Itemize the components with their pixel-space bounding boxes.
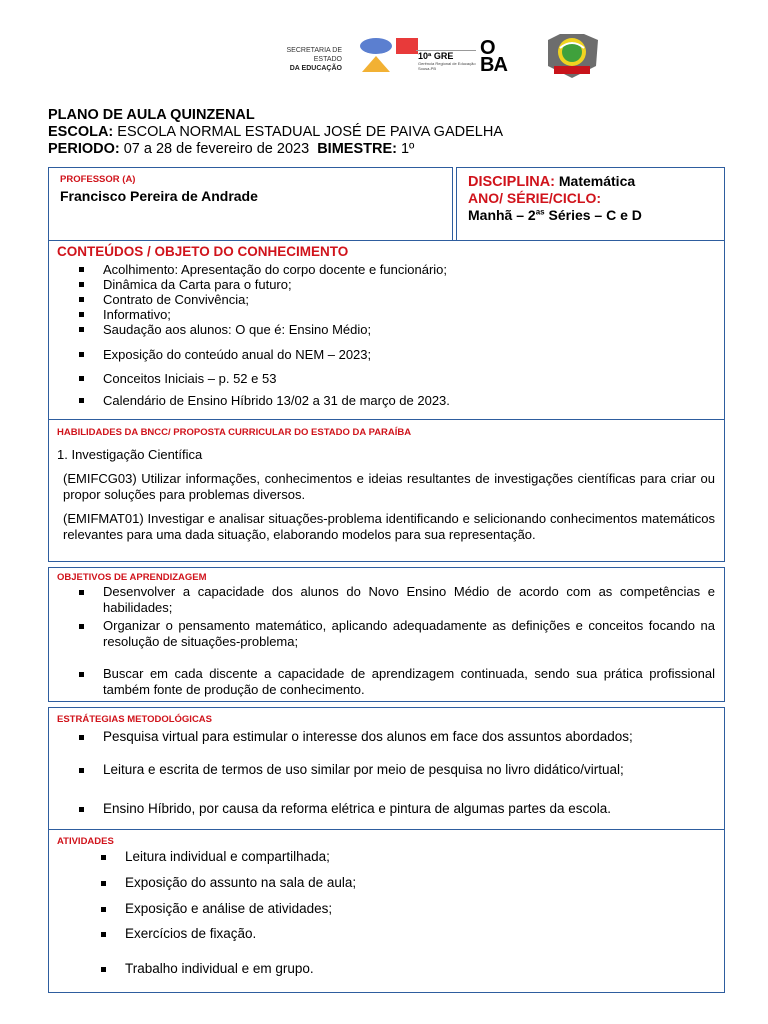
escola-label: ESCOLA: [48,124,114,140]
list-item: Exposição e análise de atividades; [101,901,701,926]
bimestre-value: 1º [396,141,415,157]
professor-name: Francisco Pereira de Andrade [60,188,258,204]
list-item: Exercícios de fixação. [101,926,701,961]
list-item: Leitura e escrita de termos de uso similar por meio de pesquisa no livro didático/virtual; [79,762,719,801]
secretaria-logo-text [262,46,342,73]
disciplina-line [468,173,635,191]
objetivos-box [48,567,725,702]
ano-serie-label: ANO/ SÉRIE/CICLO: [468,190,602,206]
objetivos-list [79,584,715,698]
atividades-heading: ATIVIDADES [57,836,114,847]
list-item: Saudação aos alunos: O que é: Ensino Médio; [79,322,699,347]
list-item: Conceitos Iniciais – p. 52 e 53 [79,371,699,393]
list-item: Pesquisa virtual para estimular o interesse dos alunos em face dos assuntos abordados; [79,729,719,762]
turno-series: Manhã – $2^{as}$ Séries – C e D [468,207,642,223]
list-item: Contrato de Convivência; [79,292,699,307]
escola-value: ESCOLA NORMAL ESTADUAL JOSÉ DE PAIVA GADELHA [113,124,503,140]
list-item: Informativo; [79,307,699,322]
periodo-value: 07 a 28 de fevereiro de 2023 [119,141,310,157]
periodo-label: PERIODO: [48,141,120,157]
periodo-line [48,141,414,158]
atividades-box [48,829,725,993]
habilidades-paragraph-2: (EMIFMAT01) Investigar e analisar situações-problema identificando e selicionando conhecimentos matemáticos relevantes para uma dada situação, elaborando modelos para sua representação. [63,511,715,542]
secretaria-line2: DA EDUCAÇÃO [289,65,342,72]
habilidades-heading: HABILIDADES DA BNCC/ PROPOSTA CURRICULAR DO ESTADO DA PARAÍBA [57,427,412,438]
atividades-list [101,849,701,977]
municipal-crest-icon [540,30,604,80]
list-item: Leitura individual e compartilhada; [101,849,701,875]
list-item: Buscar em cada discente a capacidade de aprendizagem continuada, sendo sua prática profissional também fonte de produção de conhecimento. [79,666,715,698]
escola-line [48,124,503,141]
list-item: Desenvolver a capacidade dos alunos do Novo Ensino Médio de acordo com as competências e habilidades; [79,584,715,618]
objetivos-heading: OBJETIVOS DE APRENDIZAGEM [57,572,207,583]
list-item: Dinâmica da Carta para o futuro; [79,277,699,292]
list-item: Exposição do assunto na sala de aula; [101,875,701,901]
conteudos-list [79,262,699,409]
gre-subtitle: Gerência Regional de Educação Sousa-PB [418,61,476,71]
cropped-logo-fragment: O BA [480,37,507,76]
conteudos-heading: CONTEÚDOS / OBJETO DO CONHECIMENTO [57,244,349,259]
estrategias-box [48,707,725,830]
habilidades-subtitle: 1. Investigação Científica [57,447,203,462]
list-item: Acolhimento: Apresentação do corpo docente e funcionário; [79,262,699,277]
estrategias-heading: ESTRÁTEGIAS METODOLÓGICAS [57,714,213,725]
habilidades-paragraph-1: (EMIFCG03) Utilizar informações, conhecimentos e ideias resultantes de investigações científicas para criar ou propor soluções para problemas diversos. [63,471,715,502]
gre-label: 10ª GRE [418,51,454,61]
habilidades-box [48,419,725,562]
list-item: Exposição do conteúdo anual do NEM – 2023; [79,347,699,371]
professor-label: PROFESSOR (A) [60,174,136,185]
bimestre-label: BIMESTRE: [317,141,397,157]
disciplina-label: DISCIPLINA: [468,174,555,190]
professor-box [48,167,453,241]
list-item: Trabalho individual e em grupo. [101,961,701,977]
disciplina-box [456,167,725,241]
document-title: PLANO DE AULA QUINZENAL [48,107,255,123]
list-item: Organizar o pensamento matemático, aplicando adequadamente as definições e conceitos focando na resolução de situações-problema; [79,618,715,666]
disciplina-value: Matemática [555,173,636,189]
secretaria-line1: SECRETARIA DE ESTADO [286,47,342,63]
estrategias-list [79,729,719,817]
conteudos-box [48,240,725,420]
list-item: Ensino Híbrido, por causa da reforma elétrica e pintura de algumas partes da escola. [79,801,719,817]
list-item: Calendário de Ensino Híbrido 13/02 a 31 de março de 2023. [79,393,699,409]
